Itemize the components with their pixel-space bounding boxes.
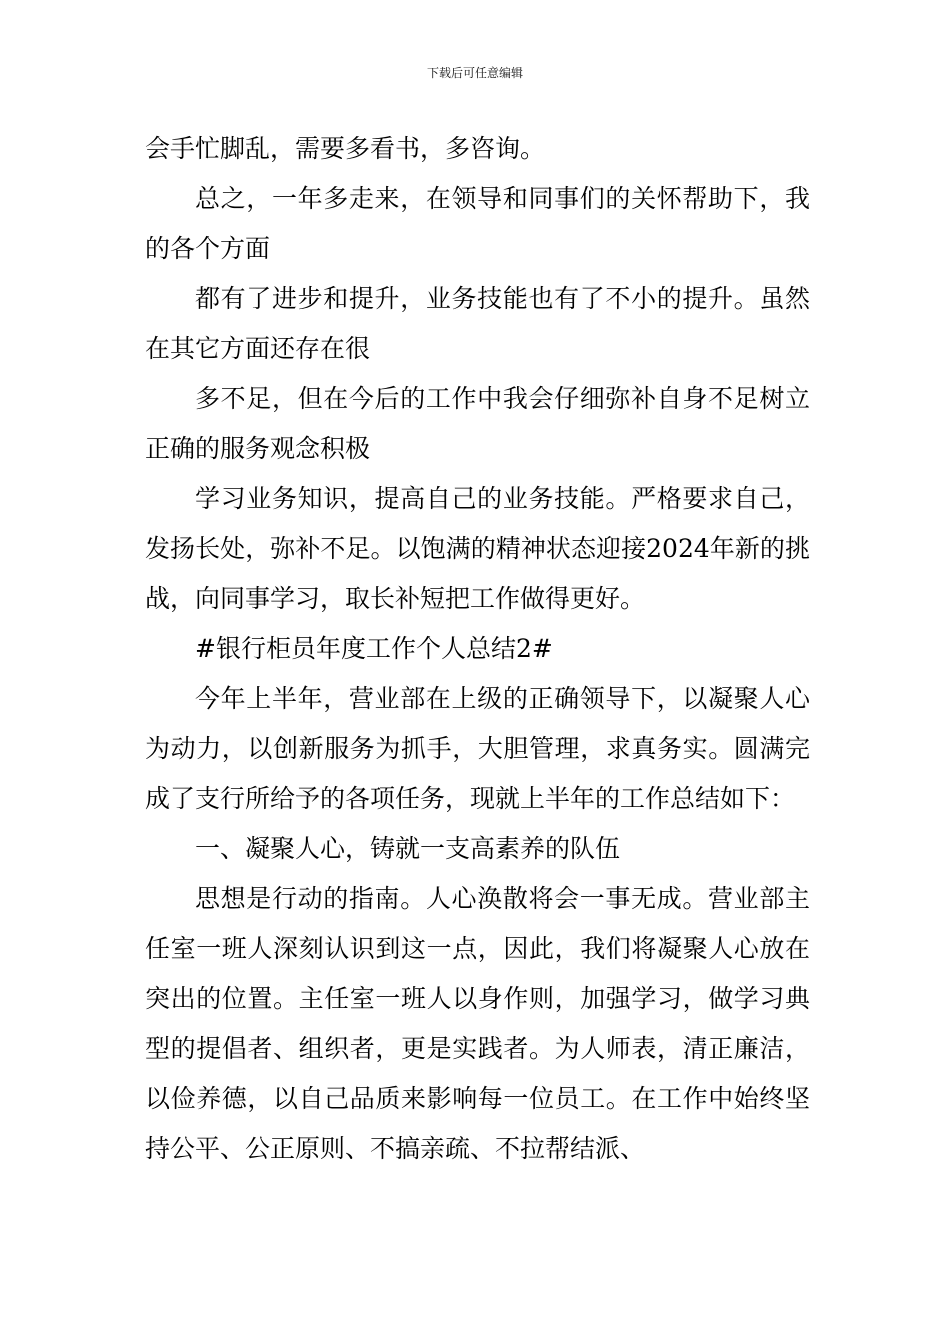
document-body [145,124,810,1174]
paragraph-3: 都有了进步和提升，业务技能也有了不小的提升。虽然在其它方面还存在很 [145,284,810,363]
page-header: 下载后可任意编辑 [426,66,523,80]
paragraph-4: 多不足，但在今后的工作中我会仔细弥补自身不足树立正确的服务观念积极 [145,384,810,463]
paragraph-2: 总之，一年多走来，在领导和同事们的关怀帮助下，我的各个方面 [145,184,810,263]
paragraph-7: 思想是行动的指南。人心涣散将会一事无成。营业部主任室一班人深刻认识到这一点，因此，我们将凝聚人心放在突出的位置。主任室一班人以身作则，加强学习，做学习典型的提倡者、组织者，更是实践者。为人师表，清正廉洁，以俭养德，以自己品质来影响每一位员工。在工作中始终坚持公平、公正原则、不搞亲疏、不拉帮结派、 [145,884,810,1163]
paragraph-5: 学习业务知识，提高自己的业务技能。严格要求自己，发扬长处，弥补不足。以饱满的精神状态迎接2024年新的挑战，向同事学习，取长补短把工作做得更好。 [145,484,810,613]
paragraph-1: 会手忙脚乱，需要多看书，多咨询。 [145,134,546,163]
paragraph-6: 今年上半年，营业部在上级的正确领导下，以凝聚人心为动力，以创新服务为抓手，大胆管理，求真务实。圆满完成了支行所给予的各项任务，现就上半年的工作总结如下： [145,684,810,813]
subsection-heading-1: 一、凝聚人心，铸就一支高素养的队伍 [195,834,621,863]
section-heading-2: #银行柜员年度工作个人总结2# [195,634,553,663]
